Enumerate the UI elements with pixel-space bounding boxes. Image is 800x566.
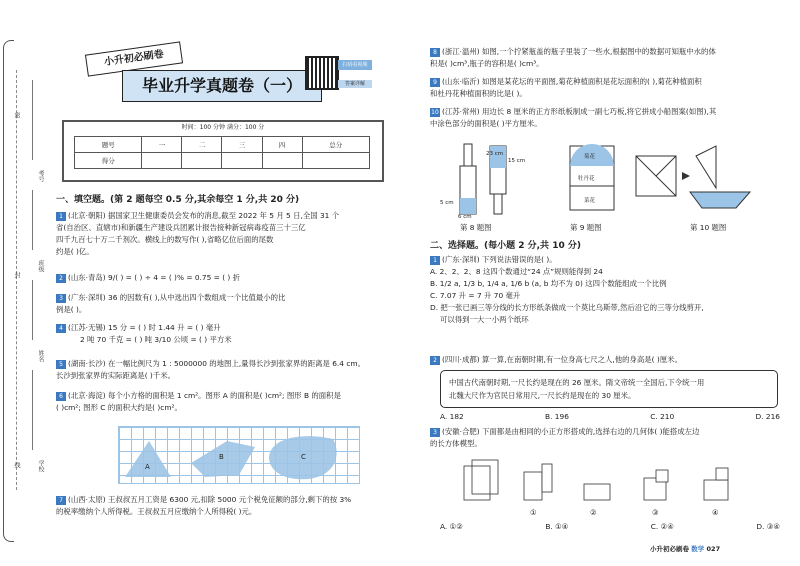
option[interactable]: A. ①② [440,522,463,531]
question-1: 1 (北京·朝阳) 据国家卫生健康委员会发布的消息,截至 2022 年 5 月 5 日,全国 31 个 省(自治区、直辖市)和新疆生产建设兵团累计报告接种新冠病毒疫苗三十三亿 四千九百七十万二千剂次。横线上的数写作( ),省略亿位后面的尾数 约是( )亿。 [56,211,340,256]
question-10: 10 (江苏·常州) 用边长 8 厘米的正方形纸板制成一副七巧板,将它拼成小船图案(如图),其 中涂色部分的面积是( )平方厘米。 [430,107,717,128]
cube-figures [458,458,758,508]
binding-strip [0,0,48,566]
bottle-width-label: 6 cm [458,214,472,220]
score-input-cell[interactable] [142,153,182,169]
footer-brand: 小升初必刷卷 [650,545,689,553]
bottle-base-label: 5 cm [440,200,454,206]
choice-options-2 [440,412,780,421]
score-header-cell: 三 [222,137,262,153]
time-limit: 时间：100 分钟 满分：100 分 [181,124,265,131]
score-input-cell[interactable] [182,153,222,169]
seal-mi: 密 [13,112,20,118]
school-line[interactable] [32,370,33,450]
area-grid-figure [118,426,360,484]
question-8: 8 (浙江·温州) 如图,一个拧紧瓶盖的瓶子里装了一些水,根据图中的数据可知瓶中水的体 积是( )cm³,瓶子的容积是( )cm³。 [430,47,716,68]
footer-subject: 数学 [691,545,705,553]
qr-tag-answers: 答案详解 [338,80,372,88]
qr-tag: 扫码看视频 [338,60,372,70]
section-title-fill: 一、填空题。(第 2 题每空 0.5 分,其余每空 1 分,共 20 分) [56,195,300,205]
caption-10: 第 10 题图 [690,223,727,232]
seal-feng: 封 [13,272,20,278]
cube-label: ② [590,508,597,517]
page-number: 027 [706,545,721,553]
arrow-icon [682,172,690,180]
score-header-cell: 二 [182,137,222,153]
seal-xian: 线 [13,462,20,468]
question-2: 2 (山东·青岛) 9/( ) = ( ) ÷ 4 = ( )% = 0.75 = ( ) 折 [56,272,390,284]
tangram-figure [636,146,750,208]
name-label: 姓名 [37,350,44,362]
question-5: 5 (湖南·长沙) 在一幅比例尺为 1 : 5000000 的地图上,量得长沙到张家界的距离是 6.4 cm。 长沙到张家界的实际距离是( )千米。 [56,359,365,380]
question-6: 6 (北京·海淀) 每个小方格的面积是 1 cm²。图形 A 的面积是( )cm²; 图形 B 的面积是 ( )cm²; 图形 C 的面积大约是( )cm²。 [56,391,341,412]
question-3: 3 (广东·深圳) 36 的因数有( ),从中选出四个数组成一个比值最小的比 例是( )。 [56,293,286,314]
option[interactable]: D. ③④ [756,522,780,531]
flower-label: 菜花 [584,198,596,204]
flower-label: 牡丹花 [578,176,595,182]
score-board [62,120,384,182]
exam-number-label: 考号 [37,170,44,182]
choice-question-3: 3 (安徽·合肥) 下面都是由相同的小正方形搭成的,选择右边的几何体( )能搭成左边 的长方体模型。 [430,427,700,448]
caption-9: 第 9 题图 [570,223,602,232]
score-header-cell: 总分 [302,137,369,153]
qr-code-icon[interactable] [305,56,339,90]
cube-label: ① [530,508,537,517]
class-line[interactable] [32,190,33,250]
cube-label: ③ [652,508,659,517]
option[interactable]: D. 216 [755,412,780,421]
score-header-cell: 一 [142,137,182,153]
score-input-cell[interactable] [222,153,262,169]
score-header-cell: 题号 [75,137,142,153]
option[interactable]: C. 210 [650,412,675,421]
series-badge: 小升初必刷卷 [85,41,183,76]
cube-label: ④ [712,508,719,517]
choice-question-1: 1 (广东·深圳) 下列说法错误的是( )。 A. 2、2、2、8 这四个数通过“24 点”规则能得到 24 B. 1/2 a, 1/3 b, 1/4 a, 1/6 b (a, b 均不为 0) 这四个数能组成一个比例 C. 7.07 升 = 7 升 70 毫升 D. 把一张已画三等分线的长方形纸条做成一个莫比乌斯带,然后沿它的三等分线剪开, 可以得到一大一小两个纸环 [430,255,704,324]
bottle-height-label: 23 cm [486,151,504,157]
choice-question-2: 2 (四川·成都) 算一算,在南朝时期,有一位身高七尺之人,他的身高是( )厘米。 [430,354,780,366]
option[interactable]: B. 196 [545,412,569,421]
shape-b-label: B [219,453,224,461]
figures-row [440,136,780,226]
score-table [74,136,370,169]
question-7: 7 (山西·太原) 王叔叔五月工资是 6300 元,扣除 5000 元个税免征额的部分,剩下的按 3% 的税率缴纳个人所得税。王叔叔五月应缴纳个人所得税( )元。 [56,495,352,516]
score-input-cell[interactable] [302,153,369,169]
choice-options-3 [440,522,780,531]
flower-label: 菊花 [584,154,596,160]
page-title: 毕业升学真题卷（一） [122,70,322,102]
cut-line [16,70,17,490]
history-note-box: 中国古代南朝时期,一尺长约是现在的 26 厘米。隋文帝统一全国后,下令统一用 北魏大尺作为官民日常用尺,一尺长约是现在的 30 厘米。 [440,370,778,408]
score-input-cell[interactable] [262,153,302,169]
page-footer [650,544,770,553]
shape-c-label: C [301,453,306,461]
school-label: 学校 [37,460,44,472]
area-shapes [119,427,359,483]
name-line[interactable] [32,280,33,340]
caption-8: 第 8 题图 [460,223,492,232]
score-header-cell: 四 [262,137,302,153]
exam-number-line[interactable] [32,80,33,160]
shape-a [125,441,171,477]
option[interactable]: B. ①④ [545,522,569,531]
shape-a-label: A [145,463,150,471]
option[interactable]: A. 182 [440,412,464,421]
table-row [75,137,370,153]
question-4: 4 (江苏·无锡) 15 分 = ( ) 时 1.44 升 = ( ) 毫升 2 吨 70 千克 = ( ) 吨 3/10 公顷 = ( ) 平方米 [56,322,390,346]
section-title-choice: 二、选择题。(每小题 2 分,共 10 分) [430,241,581,251]
bottle-water-label: 15 cm [508,158,526,164]
question-9: 9 (山东·临沂) 如图是某花坛的平面图,菊花种植面积是花坛面积的( ),菊花种植面积 和杜丹花种植面积的比是( )。 [430,77,702,98]
option[interactable]: C. ②④ [650,522,674,531]
class-label: 班级 [37,260,44,272]
table-row [75,153,370,169]
score-label-cell: 得分 [75,153,142,169]
